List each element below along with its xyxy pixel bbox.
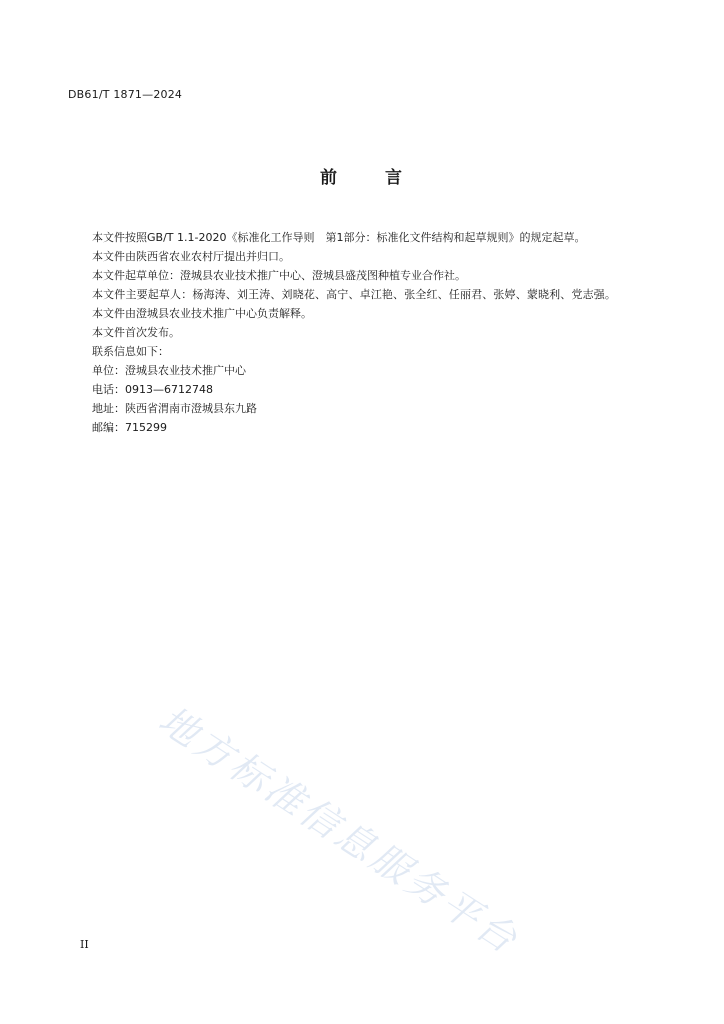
foreword-body xyxy=(68,228,658,437)
contact-address: 地址：陕西省渭南市澄城县东九路 xyxy=(92,402,257,415)
page-number: II xyxy=(80,938,89,951)
paragraph-proposer: 本文件由陕西省农业农村厅提出并归口。 xyxy=(92,250,290,263)
paragraph-drafting-basis: 本文件按照GB/T 1.1-2020《标准化工作导则 第1部分：标准化文件结构和起草规则》的规定起草。 xyxy=(92,231,586,244)
paragraph-contact-heading: 联系信息如下： xyxy=(92,345,169,358)
page-title xyxy=(0,163,724,188)
document-code: DB61/T 1871—2024 xyxy=(68,88,183,101)
paragraph-drafters: 本文件主要起草人：杨海涛、刘王涛、刘晓花、高宁、卓江艳、张全红、任丽君、张婷、蒙晓利、党志强。 xyxy=(92,288,617,301)
contact-postcode: 邮编：715299 xyxy=(92,421,167,434)
paragraph-first-release: 本文件首次发布。 xyxy=(92,326,180,339)
title-char-2: 言 xyxy=(385,168,404,188)
contact-phone: 电话：0913—6712748 xyxy=(92,383,213,396)
title-char-1: 前 xyxy=(320,168,339,188)
contact-unit: 单位：澄城县农业技术推广中心 xyxy=(92,364,246,377)
watermark: 地方标准信息服务平台 xyxy=(151,697,528,964)
paragraph-drafting-units: 本文件起草单位：澄城县农业技术推广中心、澄城县盛茂图种植专业合作社。 xyxy=(92,269,466,282)
paragraph-interpretation: 本文件由澄城县农业技术推广中心负责解释。 xyxy=(92,307,312,320)
